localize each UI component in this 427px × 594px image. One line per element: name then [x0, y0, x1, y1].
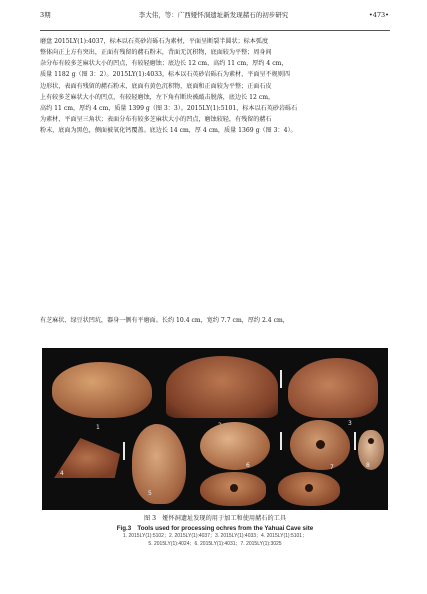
caption-items-line-2: 5. 2015LY(1):4024；6. 2015LY(1):4031；7. 2015LY(1):3025: [148, 540, 282, 547]
body-line: 上有较多芝麻状大小的凹点，有较轻磨蚀，左下角有断块被敲击脱落，底边长 12 cm，: [40, 93, 275, 101]
body-line: [40, 136, 390, 147]
body-line: [40, 170, 390, 181]
scale-bar: [280, 370, 282, 388]
tool-label-5: 5: [148, 490, 152, 497]
tool-photo-2: [166, 356, 278, 418]
body-line: [40, 203, 390, 214]
page-number: •473•: [368, 11, 389, 19]
tool-photo-3: [288, 358, 378, 427]
tool-label-3: 3: [348, 420, 352, 427]
tool-label-8: 8: [366, 462, 370, 469]
body-line: 有芝麻状、绿豆状凹坑，器身一侧有平磨面。长约 10.4 cm，宽约 7.7 cm，厚约 2.4 cm，: [40, 316, 289, 324]
body-line: [40, 304, 390, 315]
body-text: [40, 36, 390, 326]
tool-photo-6: [200, 422, 270, 470]
figure-caption: [40, 510, 390, 548]
body-line: [40, 248, 390, 259]
tool-label-1: 1: [96, 424, 100, 431]
body-line: 粉末，底面为黑色，侧面被氧化钙覆盖。底边长 14 cm，厚 4 cm，质量 1369 g（图 3：4）。: [40, 127, 297, 135]
tool-label-7: 7: [330, 464, 334, 471]
body-line: [40, 159, 390, 170]
tool-photo-7: [290, 420, 350, 470]
tool-photo-5: [132, 424, 186, 504]
body-line: [40, 270, 390, 281]
scale-bar: [354, 432, 356, 450]
body-line: 为素材，平面呈三角状；表面分布有较多芝麻状大小的凹点，磨蚀较轻，有残留的赭石: [40, 116, 272, 124]
caption-english: Fig.3 Tools used for processing ochres from the Yahuai Cave site: [116, 525, 314, 532]
tool-photo-5-reverse: [200, 472, 266, 506]
tool-photo-1: [52, 362, 152, 431]
tool-label-4: 4: [60, 470, 64, 477]
body-line: 高约 11 cm，厚约 4 cm，质量 1399 g（图 3：3）。2015LY(1):5101，标本以石英砂岩砾石: [40, 104, 298, 112]
tool-photo-7-reverse: [278, 472, 340, 506]
header-rule: [40, 30, 390, 31]
caption-chinese: 图 3 娅怀洞遗址发现的用于加工和使用赭石的工具: [143, 515, 287, 522]
body-line: [40, 148, 390, 159]
body-line: 质量 1182 g（图 3：2）。2015LY(1):4033，标本以石英砂岩砾石为素材，平面呈不规则四: [40, 71, 290, 79]
tool-label-6: 6: [246, 462, 250, 469]
scale-bar: [123, 442, 125, 460]
body-line: [40, 237, 390, 248]
scale-bar: [280, 432, 282, 450]
body-line: [40, 226, 390, 237]
body-line: [40, 192, 390, 203]
body-line: [40, 181, 390, 192]
body-line: [40, 292, 390, 303]
body-line: [40, 214, 390, 225]
body-line: [40, 259, 390, 270]
body-line: 磨盘 2015LY(1):4037，标本以石英砂岩砾石为素材，平面呈断裂半圆状；标本弧度: [40, 38, 269, 45]
body-line: 边形状，表面有残留的赭石粉末，底面有黄色沉积物，底面和正面较为平整；正面石皮: [40, 82, 272, 90]
running-title: 李大伟，等：广西娅怀洞遗址新发现赭石的初步研究: [138, 11, 289, 19]
page-header: [0, 0, 427, 30]
body-line: 整体向正上方有突出，正面有残留的赭石粉末，背面无沉积物，底面较为平整；周身间: [40, 49, 272, 57]
figure-3: [42, 348, 388, 510]
body-line: 杂分布有较多芝麻状大小的凹点，有较轻磨蚀；底边长 12 cm，高约 11 cm，厚约 4 cm，: [40, 60, 288, 68]
issue-number: 3期: [40, 11, 51, 19]
caption-items-line-1: 1. 2015LY(1):5102；2. 2015LY(1):4037；3. 2015LY(1):4033；4. 2015LY(1):5101；: [122, 533, 308, 539]
tool-photo-8: [358, 430, 384, 470]
body-line: [40, 281, 390, 292]
tool-photo-4: [54, 438, 120, 478]
